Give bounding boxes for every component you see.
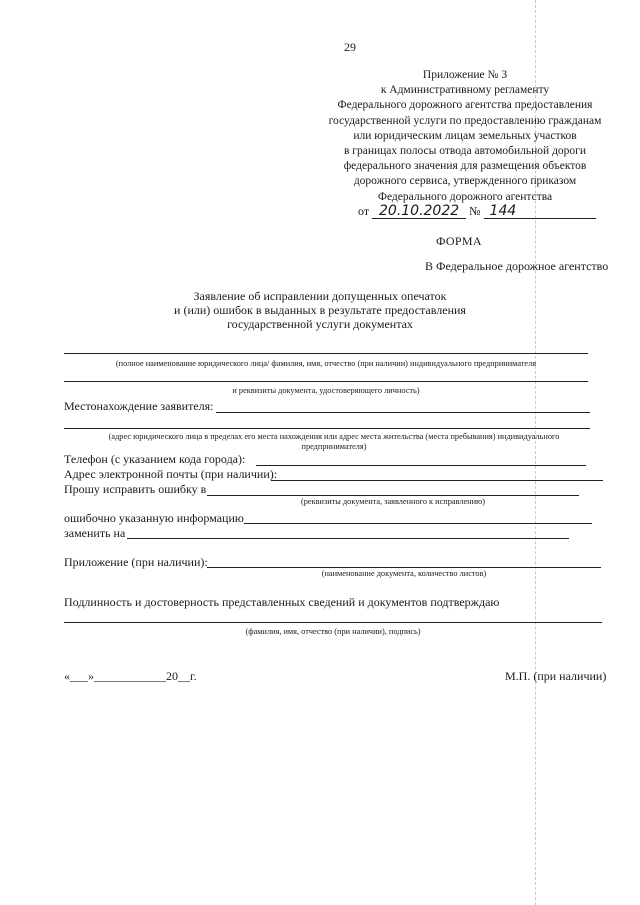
page-number: 29 [344, 40, 356, 54]
applicant-hint: (полное наименование юридического лица/ фамилия, имя, отчество (при наличии) индивидуального предпринимателя [115, 359, 537, 368]
appendix-line: Приложение № 3 [422, 69, 508, 81]
email-field[interactable] [271, 480, 603, 481]
appendix-line: в границах полосы отвода автомобильной дороги [343, 145, 587, 158]
decree-reference [358, 204, 596, 219]
location-field-continued[interactable] [64, 428, 590, 429]
address-hint-continued: предпринимателя) [301, 442, 367, 451]
title-line: Заявление об исправлении допущенных опечаток [193, 289, 447, 303]
phone-field[interactable] [256, 465, 586, 466]
document-hint: и реквизиты документа, удостоверяющего личность) [232, 386, 420, 395]
appendix-line: федерального значения для размещения объектов [343, 160, 587, 173]
appendix-line: или юридическим лицам земельных участков [353, 129, 577, 142]
decree-from-label: от [358, 204, 370, 218]
appendix-line: государственной услуги по предоставлению гражданам [328, 114, 602, 127]
attachment-label: Приложение (при наличии): [64, 555, 208, 569]
replace-field[interactable] [127, 538, 569, 539]
signature-field[interactable] [64, 622, 602, 623]
signature-hint: (фамилия, имя, отчество (при наличии), подпись) [245, 627, 421, 636]
title-line: государственной услуги документах [227, 317, 413, 331]
replace-label: заменить на [64, 526, 126, 540]
decree-number-label: № [469, 204, 481, 218]
appendix-line: дорожного сервиса, утвержденного приказом [353, 175, 577, 188]
wrong-info-label: ошибочно указанную информацию [64, 511, 244, 525]
appendix-line: к Административному регламенту [380, 84, 550, 97]
wrong-info-field[interactable] [244, 523, 592, 524]
confirmation-text: Подлинность и достоверность представленных сведений и документов подтверждаю [64, 595, 500, 609]
appendix-line: Федерального дорожного агентства [377, 190, 553, 203]
phone-label: Телефон (с указанием кода города): [64, 452, 246, 466]
location-label: Местонахождение заявителя: [64, 399, 214, 413]
attachment-field[interactable] [207, 567, 601, 568]
appendix-line: Федерального дорожного агентства предоставления [337, 99, 593, 112]
applicant-name-field[interactable] [64, 353, 588, 354]
appendix-header [300, 68, 630, 205]
applicant-document-field[interactable] [64, 381, 588, 382]
decree-number-handwritten: 144 [484, 204, 596, 219]
addressee: В Федеральное дорожное агентство [425, 259, 609, 273]
decree-date-handwritten: 20.10.2022 [372, 204, 466, 219]
location-field[interactable] [216, 412, 590, 413]
document-title [150, 289, 490, 331]
request-label: Прошу исправить ошибку в [64, 482, 207, 496]
date-field[interactable]: «___»____________20__г. [64, 669, 197, 683]
form-label: ФОРМА [436, 234, 482, 248]
stamp-label: М.П. (при наличии) [505, 669, 607, 683]
email-label: Адрес электронной почты (при наличии): [64, 467, 278, 481]
title-line: и (или) ошибок в выданных в результате предоставления [174, 303, 466, 317]
request-document-field[interactable] [207, 495, 579, 496]
attachment-hint: (наименование документа, количество листов) [321, 569, 487, 578]
request-hint: (реквизиты документа, заявленного к исправлению) [300, 497, 486, 506]
address-hint: (адрес юридического лица в пределах его места нахождения или адрес места жительства (места пребывания) индивидуального [108, 432, 560, 441]
